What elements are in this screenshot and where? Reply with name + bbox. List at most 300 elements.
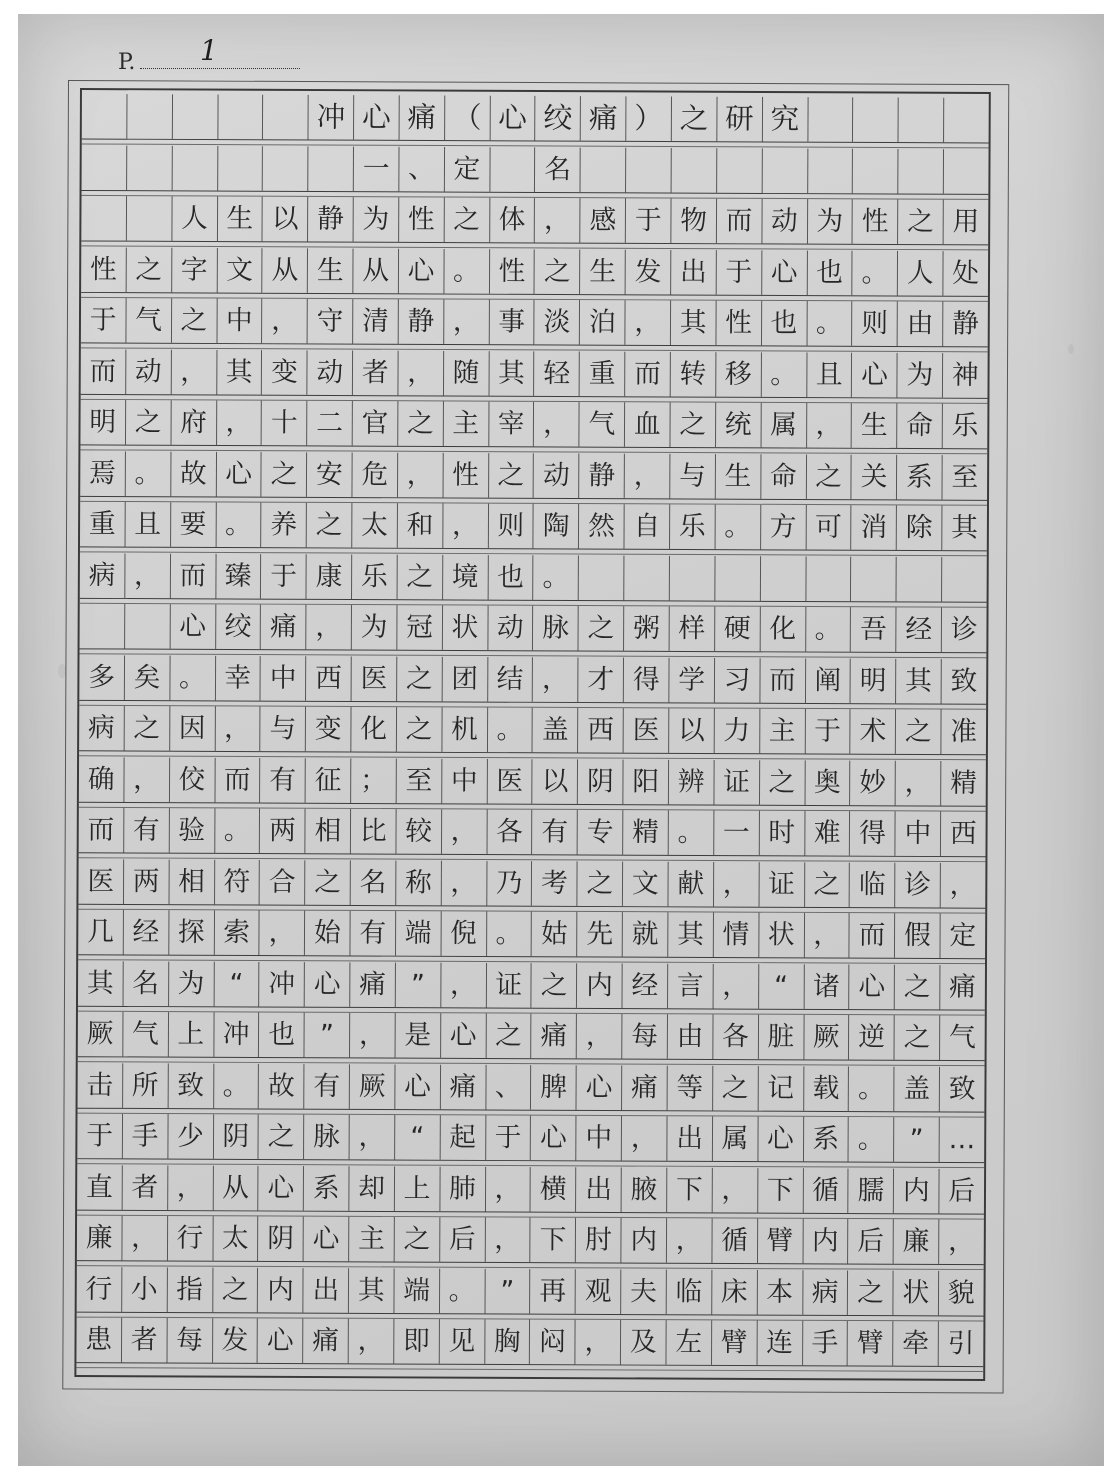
grid-cell: 痛 xyxy=(303,1319,349,1364)
grid-cell: ， xyxy=(262,299,308,344)
grid-cell: 痛 xyxy=(441,1064,487,1109)
grid-cell: 心 xyxy=(762,250,808,295)
grid-cell: 起 xyxy=(440,1115,486,1160)
grid-cell: 等 xyxy=(668,1065,714,1110)
grid-cell: 随 xyxy=(444,350,490,395)
grid-cell xyxy=(218,146,264,191)
grid-cell: ， xyxy=(896,760,942,805)
grid-cell xyxy=(218,95,264,140)
grid-cell: 貌 xyxy=(947,1277,975,1309)
grid-cell: 者 xyxy=(122,1318,168,1363)
grid-cell: 有 xyxy=(351,911,397,956)
grid-cell: 痛 xyxy=(949,971,977,1003)
grid-cell: 从 xyxy=(213,1165,259,1210)
grid-cell: 内 xyxy=(258,1267,304,1312)
grid-cell xyxy=(851,556,897,601)
grid-cell: 出 xyxy=(671,249,717,294)
grid-cell: 是 xyxy=(395,1013,441,1058)
grid-cell: 确 xyxy=(79,757,125,802)
grid-cell: 与 xyxy=(261,707,307,752)
grid-cell: 奥 xyxy=(805,760,851,805)
grid-cell: 姑 xyxy=(532,912,578,957)
grid-cell: ， xyxy=(442,809,488,854)
grid-cell: ” xyxy=(396,962,442,1007)
grid-cell: ， xyxy=(625,300,671,345)
grid-cell: 而 xyxy=(760,658,806,703)
grid-cell: 主 xyxy=(349,1217,395,1262)
grid-cell: 后 xyxy=(948,1175,976,1207)
grid-cell xyxy=(853,148,899,193)
grid-cell: 准 xyxy=(950,716,978,748)
grid-cell: 样 xyxy=(670,606,716,651)
grid-cell xyxy=(624,555,670,600)
grid-cell: 从 xyxy=(263,248,309,293)
grid-cell: 冲 xyxy=(260,961,306,1006)
grid-cell: 静 xyxy=(952,308,979,340)
grid-cell: 医 xyxy=(78,859,124,904)
grid-cell: 动 xyxy=(488,606,534,651)
grid-cell: 而 xyxy=(171,553,217,598)
grid-cell: 下 xyxy=(531,1218,577,1263)
grid-cell: 之 xyxy=(444,198,490,243)
grid-cell: 患 xyxy=(76,1318,122,1363)
grid-cell: 故 xyxy=(171,451,217,496)
grid-cell: 名 xyxy=(351,860,397,905)
grid-cell: 境 xyxy=(443,554,489,599)
grid-cell: 动 xyxy=(762,199,808,244)
grid-cell: 而 xyxy=(81,349,127,394)
grid-cell: 后 xyxy=(848,1219,894,1264)
grid-cell: 感 xyxy=(581,198,627,243)
grid-cell: 之 xyxy=(307,503,353,548)
grid-cell xyxy=(82,94,128,139)
grid-cell: 。 xyxy=(761,352,807,397)
grid-cell: 病 xyxy=(80,553,126,598)
grid-cell: 、 xyxy=(399,146,445,191)
grid-cell: 因 xyxy=(170,706,216,751)
grid-cell: 主 xyxy=(444,401,490,446)
grid-cell: 系 xyxy=(304,1166,350,1211)
grid-cell xyxy=(172,145,218,190)
grid-cell: 诸 xyxy=(804,964,850,1009)
grid-cell xyxy=(672,148,718,193)
grid-cell: 心 xyxy=(305,962,351,1007)
text-row xyxy=(81,247,988,296)
grid-cell: 经 xyxy=(896,607,942,652)
grid-cell xyxy=(127,94,173,139)
grid-cell: 体 xyxy=(490,198,536,243)
grid-cell: 者 xyxy=(353,350,399,395)
grid-cell: 符 xyxy=(215,859,261,904)
grid-cell: 动 xyxy=(126,349,172,394)
grid-cell: 之 xyxy=(848,1270,894,1315)
grid-cell: 臂 xyxy=(848,1321,894,1366)
grid-cell: 生 xyxy=(217,197,263,242)
grid-cell: 阐 xyxy=(805,658,851,703)
text-row xyxy=(77,1267,984,1316)
grid-cell: ） xyxy=(626,96,672,141)
grid-cell: 观 xyxy=(576,1269,622,1314)
grid-cell xyxy=(717,148,763,193)
grid-cell: 循 xyxy=(803,1168,849,1213)
grid-cell: 脉 xyxy=(533,606,579,651)
grid-cell: 名 xyxy=(535,147,581,192)
grid-cell: 出 xyxy=(667,1116,713,1161)
grid-cell xyxy=(944,98,989,143)
grid-cell: 状 xyxy=(443,605,489,650)
grid-cell: 肺 xyxy=(440,1166,486,1211)
grid-cell xyxy=(853,97,899,142)
grid-cell: 。 xyxy=(715,505,761,550)
grid-cell: 假 xyxy=(895,913,941,958)
grid-cell: 冲 xyxy=(309,95,355,140)
grid-cell: 处 xyxy=(952,257,980,289)
grid-cell: ， xyxy=(577,1014,623,1059)
grid-cell: 性 xyxy=(716,301,762,346)
grid-cell: 宰 xyxy=(489,402,535,447)
grid-cell: ， xyxy=(949,869,977,901)
grid-cell: 之 xyxy=(806,454,852,499)
grid-cell: 牵 xyxy=(893,1321,939,1366)
grid-cell: 经 xyxy=(623,963,669,1008)
title-row xyxy=(82,94,989,143)
grid-cell: 上 xyxy=(169,1012,215,1057)
grid-cell: 心 xyxy=(258,1318,304,1363)
text-row xyxy=(78,910,985,959)
grid-cell: 探 xyxy=(169,910,215,955)
grid-cell: 之 xyxy=(172,298,218,343)
grid-cell: 性 xyxy=(81,247,127,292)
grid-cell: 医 xyxy=(487,759,533,804)
grid-cell: 心 xyxy=(758,1117,804,1162)
grid-cell: 出 xyxy=(576,1167,622,1212)
grid-cell: 多 xyxy=(79,655,125,700)
grid-cell: 较 xyxy=(396,809,442,854)
grid-cell: 乃 xyxy=(487,860,533,905)
grid-cell xyxy=(670,555,716,600)
grid-cell: 陶 xyxy=(534,504,580,549)
grid-cell: 手 xyxy=(123,1114,169,1159)
grid-cell: 十 xyxy=(262,401,308,446)
grid-cell: 献 xyxy=(668,861,714,906)
text-row xyxy=(78,1012,985,1061)
grid-cell: 主 xyxy=(760,709,806,754)
grid-cell: 心 xyxy=(531,1116,577,1161)
grid-cell: 心 xyxy=(490,96,536,141)
grid-cell: 究 xyxy=(763,97,809,142)
grid-cell: 得 xyxy=(850,811,896,856)
grid-cell: 气 xyxy=(126,298,172,343)
grid-cell: 。 xyxy=(534,555,580,600)
grid-cell: 得 xyxy=(624,657,670,702)
grid-cell: 胸 xyxy=(485,1319,531,1364)
grid-cell: 和 xyxy=(398,503,444,548)
grid-cell: 臑 xyxy=(849,1168,895,1213)
grid-cell: 证 xyxy=(486,962,532,1007)
grid-cell xyxy=(944,149,989,194)
grid-cell: ， xyxy=(441,962,487,1007)
grid-cell: 矣 xyxy=(125,655,171,700)
grid-cell: 。 xyxy=(444,248,490,293)
grid-cell: ， xyxy=(124,757,170,802)
grid-cell: 心 xyxy=(259,1165,305,1210)
grid-cell: 人 xyxy=(172,196,218,241)
grid-cell: ， xyxy=(350,1013,396,1058)
grid-cell: 机 xyxy=(442,707,488,752)
grid-cell: 循 xyxy=(712,1218,758,1263)
grid-cell: 乐 xyxy=(951,410,979,442)
grid-cell: ； xyxy=(351,758,397,803)
text-row xyxy=(82,145,989,194)
grid-cell: 之 xyxy=(672,97,718,142)
grid-cell: 统 xyxy=(716,403,762,448)
grid-cell: 精 xyxy=(623,810,669,855)
grid-cell: 本 xyxy=(757,1270,803,1315)
grid-cell xyxy=(761,556,807,601)
grid-cell: 。 xyxy=(214,1063,260,1108)
grid-cell: ， xyxy=(349,1319,395,1364)
grid-cell: 诊 xyxy=(950,614,978,646)
grid-cell: 病 xyxy=(803,1270,849,1315)
grid-cell: ， xyxy=(171,349,217,394)
grid-cell: 西 xyxy=(578,708,624,753)
grid-cell: 状 xyxy=(759,913,805,958)
grid-cell: 太 xyxy=(213,1216,259,1261)
grid-cell: 厥 xyxy=(350,1064,396,1109)
grid-cell: ， xyxy=(215,706,261,751)
grid-cell: 西 xyxy=(306,656,352,701)
grid-cell: 而 xyxy=(717,199,763,244)
grid-cell: 移 xyxy=(716,352,762,397)
grid-cell: 载 xyxy=(804,1066,850,1111)
grid-cell: 之 xyxy=(489,453,535,498)
grid-cell: 于 xyxy=(486,1115,532,1160)
grid-cell xyxy=(127,145,173,190)
grid-cell: 相 xyxy=(306,809,352,854)
grid-cell: 精 xyxy=(950,767,977,799)
grid-cell: 阴 xyxy=(258,1216,304,1261)
grid-cell: 文 xyxy=(623,861,669,906)
grid-cell: 征 xyxy=(306,758,352,803)
grid-cell: 及 xyxy=(621,1320,667,1365)
grid-cell: 系 xyxy=(897,454,943,499)
grid-cell: 于 xyxy=(805,709,851,754)
grid-cell: 以 xyxy=(669,708,715,753)
grid-cell: 心 xyxy=(850,964,896,1009)
grid-cell: 人 xyxy=(898,250,944,295)
grid-cell: 厥 xyxy=(78,1012,124,1057)
grid-cell: 之 xyxy=(898,199,944,244)
grid-cell: 才 xyxy=(579,657,625,702)
grid-cell: 之 xyxy=(532,963,578,1008)
grid-cell: 以 xyxy=(533,759,579,804)
text-row xyxy=(80,400,987,449)
grid-cell: 守 xyxy=(308,299,354,344)
text-row xyxy=(80,553,987,602)
grid-cell: 以 xyxy=(263,197,309,242)
grid-cell: 致 xyxy=(948,1073,976,1105)
grid-cell: 为 xyxy=(352,605,398,650)
grid-cell: 其 xyxy=(951,512,979,544)
grid-cell: 变 xyxy=(306,707,352,752)
grid-cell: 引 xyxy=(947,1328,975,1360)
grid-cell: ， xyxy=(804,913,850,958)
grid-cell: 之 xyxy=(895,964,941,1009)
grid-cell: 。 xyxy=(849,1117,895,1162)
grid-cell: 其 xyxy=(671,300,717,345)
grid-cell: 性 xyxy=(490,249,536,294)
grid-cell: 时 xyxy=(759,811,805,856)
grid-cell: 却 xyxy=(349,1166,395,1211)
grid-cell: 。 xyxy=(126,451,172,496)
grid-cell: 之 xyxy=(126,400,172,445)
grid-cell: 中 xyxy=(577,1116,623,1161)
grid-cell: 。 xyxy=(807,301,853,346)
grid-cell: 也 xyxy=(259,1012,305,1057)
grid-cell: 。 xyxy=(669,810,715,855)
grid-cell: 盖 xyxy=(894,1066,940,1111)
grid-cell: 为 xyxy=(898,352,944,397)
grid-cell: 康 xyxy=(307,554,353,599)
grid-cell: 学 xyxy=(669,657,715,702)
grid-cell: “ xyxy=(759,964,805,1009)
grid-cell: 脏 xyxy=(759,1015,805,1060)
grid-cell: “ xyxy=(395,1115,441,1160)
grid-cell: 危 xyxy=(353,452,399,497)
grid-cell: 由 xyxy=(898,301,944,346)
grid-cell: ， xyxy=(443,503,489,548)
grid-cell: 脉 xyxy=(304,1115,350,1160)
grid-cell: 就 xyxy=(623,912,669,957)
grid-cell: 小 xyxy=(122,1267,168,1312)
grid-cell: 内 xyxy=(803,1219,849,1264)
grid-cell: 用 xyxy=(952,206,980,238)
grid-cell: 中 xyxy=(442,758,488,803)
grid-cell: 性 xyxy=(853,199,899,244)
grid-cell xyxy=(81,196,127,241)
grid-cell: 心 xyxy=(170,604,216,649)
page-label: P. xyxy=(118,50,136,75)
grid-cell: 发 xyxy=(213,1318,259,1363)
grid-cell: 则 xyxy=(488,504,534,549)
grid-cell: 医 xyxy=(352,656,398,701)
grid-cell xyxy=(80,604,126,649)
grid-cell: 床 xyxy=(712,1269,758,1314)
grid-cell: ， xyxy=(350,1115,396,1160)
grid-cell: 明 xyxy=(851,658,897,703)
grid-cell: 属 xyxy=(761,403,807,448)
grid-cell: 生 xyxy=(308,248,354,293)
grid-cell: 专 xyxy=(578,810,624,855)
grid-cell: 之 xyxy=(578,861,624,906)
grid-cell: 定 xyxy=(949,920,977,952)
grid-cell: 生 xyxy=(852,403,898,448)
grid-cell: 致 xyxy=(168,1063,214,1108)
grid-cell: 臻 xyxy=(216,553,262,598)
grid-cell: 命 xyxy=(761,454,807,499)
grid-cell: 之 xyxy=(670,402,716,447)
grid-cell: （ xyxy=(445,96,491,141)
grid-cell: 命 xyxy=(897,403,943,448)
grid-cell: 生 xyxy=(580,249,626,294)
grid-cell: ， xyxy=(168,1165,214,1210)
grid-cell: 淡 xyxy=(535,300,581,345)
grid-cell: ， xyxy=(576,1320,622,1365)
grid-cell: ， xyxy=(533,657,579,702)
grid-cell: 之 xyxy=(895,1015,941,1060)
grid-cell: 于 xyxy=(77,1114,123,1159)
grid-cell: ” xyxy=(894,1117,940,1162)
grid-cell: 然 xyxy=(579,504,625,549)
grid-cell xyxy=(808,97,854,142)
grid-cell xyxy=(263,146,309,191)
grid-cell: 。 xyxy=(487,911,533,956)
grid-cell: 之 xyxy=(398,401,444,446)
grid-cell: 于 xyxy=(716,250,762,295)
grid-cell: 厥 xyxy=(804,1015,850,1060)
grid-cell: 血 xyxy=(625,402,671,447)
grid-cell: 至 xyxy=(397,758,443,803)
grid-cell: 痛 xyxy=(581,96,627,141)
grid-cell: 于 xyxy=(81,298,127,343)
grid-cell: ， xyxy=(217,400,263,445)
grid-cell: 一 xyxy=(354,146,400,191)
grid-cell: ” xyxy=(485,1268,531,1313)
grid-cell: 再 xyxy=(530,1269,576,1314)
page-number: 1 xyxy=(200,34,218,67)
grid-cell xyxy=(579,555,625,600)
grid-cell: 脾 xyxy=(531,1065,577,1110)
grid-cell: 生 xyxy=(716,454,762,499)
grid-cell: 之 xyxy=(486,1013,532,1058)
grid-cell xyxy=(897,556,943,601)
grid-cell: 事 xyxy=(489,300,535,345)
grid-cell: 有 xyxy=(304,1064,350,1109)
grid-cell: 逆 xyxy=(849,1015,895,1060)
grid-cell: 者 xyxy=(122,1165,168,1210)
grid-cell: 其 xyxy=(896,658,942,703)
grid-cell: 乐 xyxy=(352,554,398,599)
grid-cell: 诊 xyxy=(895,862,941,907)
grid-cell: 各 xyxy=(487,810,533,855)
grid-cell: 中 xyxy=(896,811,942,856)
grid-cell: 言 xyxy=(668,963,714,1008)
grid-cell: 难 xyxy=(805,811,851,856)
grid-cell: 倪 xyxy=(441,911,487,956)
text-row xyxy=(79,655,986,704)
grid-cell: 直 xyxy=(77,1165,123,1210)
grid-cell: 医 xyxy=(624,708,670,753)
text-row xyxy=(81,298,988,347)
grid-cell: 粥 xyxy=(624,606,670,651)
grid-cell: 要 xyxy=(171,502,217,547)
grid-cell: 每 xyxy=(167,1318,213,1363)
grid-cell xyxy=(942,557,987,602)
grid-cell xyxy=(173,94,219,139)
grid-cell: 每 xyxy=(622,1014,668,1059)
grid-cell: 太 xyxy=(352,503,398,548)
grid-cell: 也 xyxy=(488,555,534,600)
grid-cell: 。 xyxy=(806,607,852,652)
grid-cell: 轻 xyxy=(534,351,580,396)
grid-cell: 心 xyxy=(852,352,898,397)
grid-cell: 力 xyxy=(714,709,760,754)
grid-cell: ， xyxy=(442,860,488,905)
grid-cell: ， xyxy=(485,1217,531,1262)
grid-cell: 动 xyxy=(534,453,580,498)
grid-cell: 性 xyxy=(399,197,445,242)
grid-cell: 冠 xyxy=(397,605,443,650)
